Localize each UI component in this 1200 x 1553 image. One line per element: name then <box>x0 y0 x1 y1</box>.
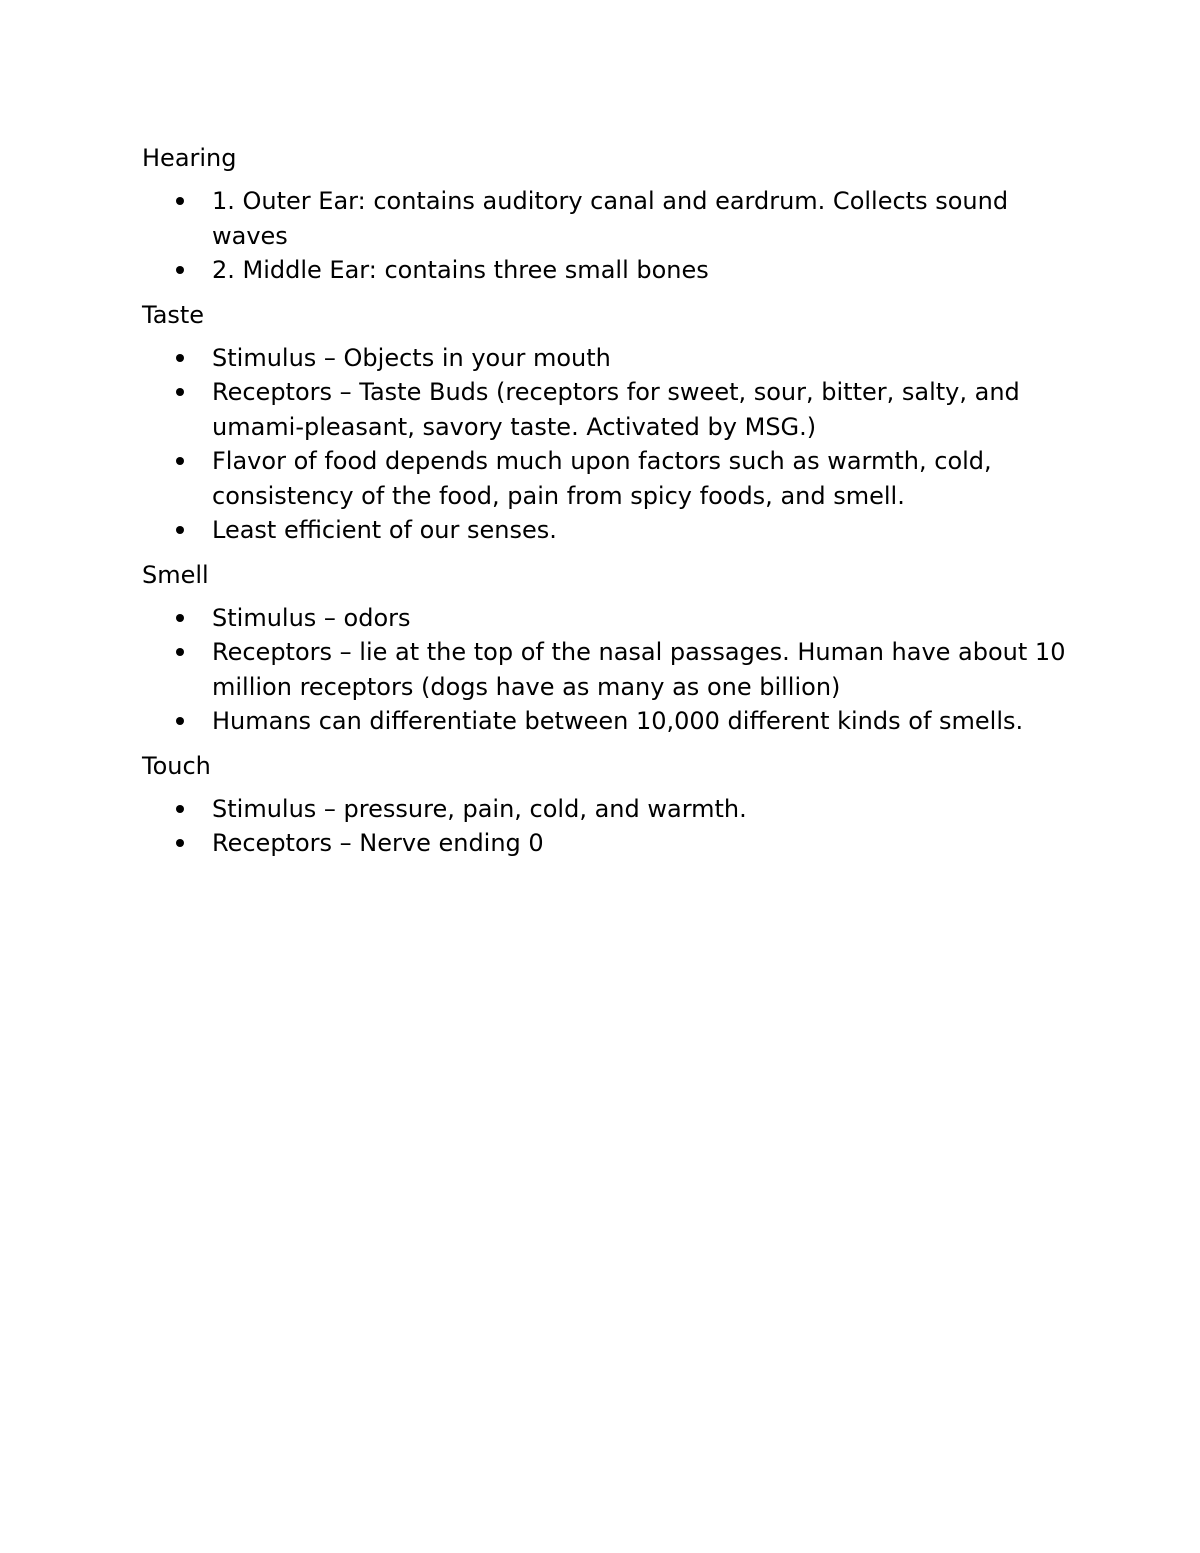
list-item <box>142 253 1072 288</box>
bullet-icon <box>176 388 184 396</box>
section-heading-taste: Taste <box>142 300 205 329</box>
bullet-icon <box>176 526 184 534</box>
touch-list <box>142 792 1072 861</box>
bullet-icon <box>176 266 184 274</box>
list-item-text: Flavor of food depends much upon factors such as warmth, cold, consistency of the food, pain from spicy foods, and smell. <box>212 447 992 510</box>
bullet-icon <box>176 805 184 813</box>
taste-list <box>142 341 1072 548</box>
list-item <box>142 635 1072 704</box>
list-item <box>142 375 1072 444</box>
list-item <box>142 792 1072 827</box>
list-item-text: Receptors – Nerve ending 0 <box>212 829 544 857</box>
list-item <box>142 444 1072 513</box>
list-item-text: 2. Middle Ear: contains three small bones <box>212 256 709 284</box>
bullet-icon <box>176 648 184 656</box>
document-body <box>142 141 1072 871</box>
list-item <box>142 601 1072 636</box>
bullet-icon <box>176 354 184 362</box>
section-heading-touch: Touch <box>142 751 211 780</box>
list-item-text: Receptors – Taste Buds (receptors for sweet, sour, bitter, salty, and umami-pleasant, savory taste. Activated by MSG.) <box>212 378 1020 441</box>
list-item <box>142 704 1072 739</box>
bullet-icon <box>176 839 184 847</box>
list-item-text: Least efficient of our senses. <box>212 516 557 544</box>
list-item <box>142 184 1072 253</box>
list-item <box>142 826 1072 861</box>
list-item-text: Stimulus – pressure, pain, cold, and warmth. <box>212 794 747 823</box>
list-item-text: Receptors – lie at the top of the nasal passages. Human have about 10 million receptors (dogs have as many as one billion) <box>212 638 1066 701</box>
section-heading-hearing: Hearing <box>142 144 237 172</box>
list-item-text: Stimulus – odors <box>212 603 411 632</box>
bullet-icon <box>176 457 184 465</box>
bullet-icon <box>176 717 184 725</box>
hearing-list <box>142 184 1072 288</box>
section-heading-smell: Smell <box>142 560 209 589</box>
smell-list <box>142 601 1072 739</box>
list-item <box>142 341 1072 376</box>
bullet-icon <box>176 197 184 205</box>
list-item-text: Stimulus – Objects in your mouth <box>212 343 611 372</box>
list-item-text: 1. Outer Ear: contains auditory canal and eardrum. Collects sound waves <box>212 187 1009 250</box>
list-item-text: Humans can differentiate between 10,000 different kinds of smells. <box>212 707 1024 735</box>
list-item <box>142 513 1072 548</box>
bullet-icon <box>176 614 184 622</box>
